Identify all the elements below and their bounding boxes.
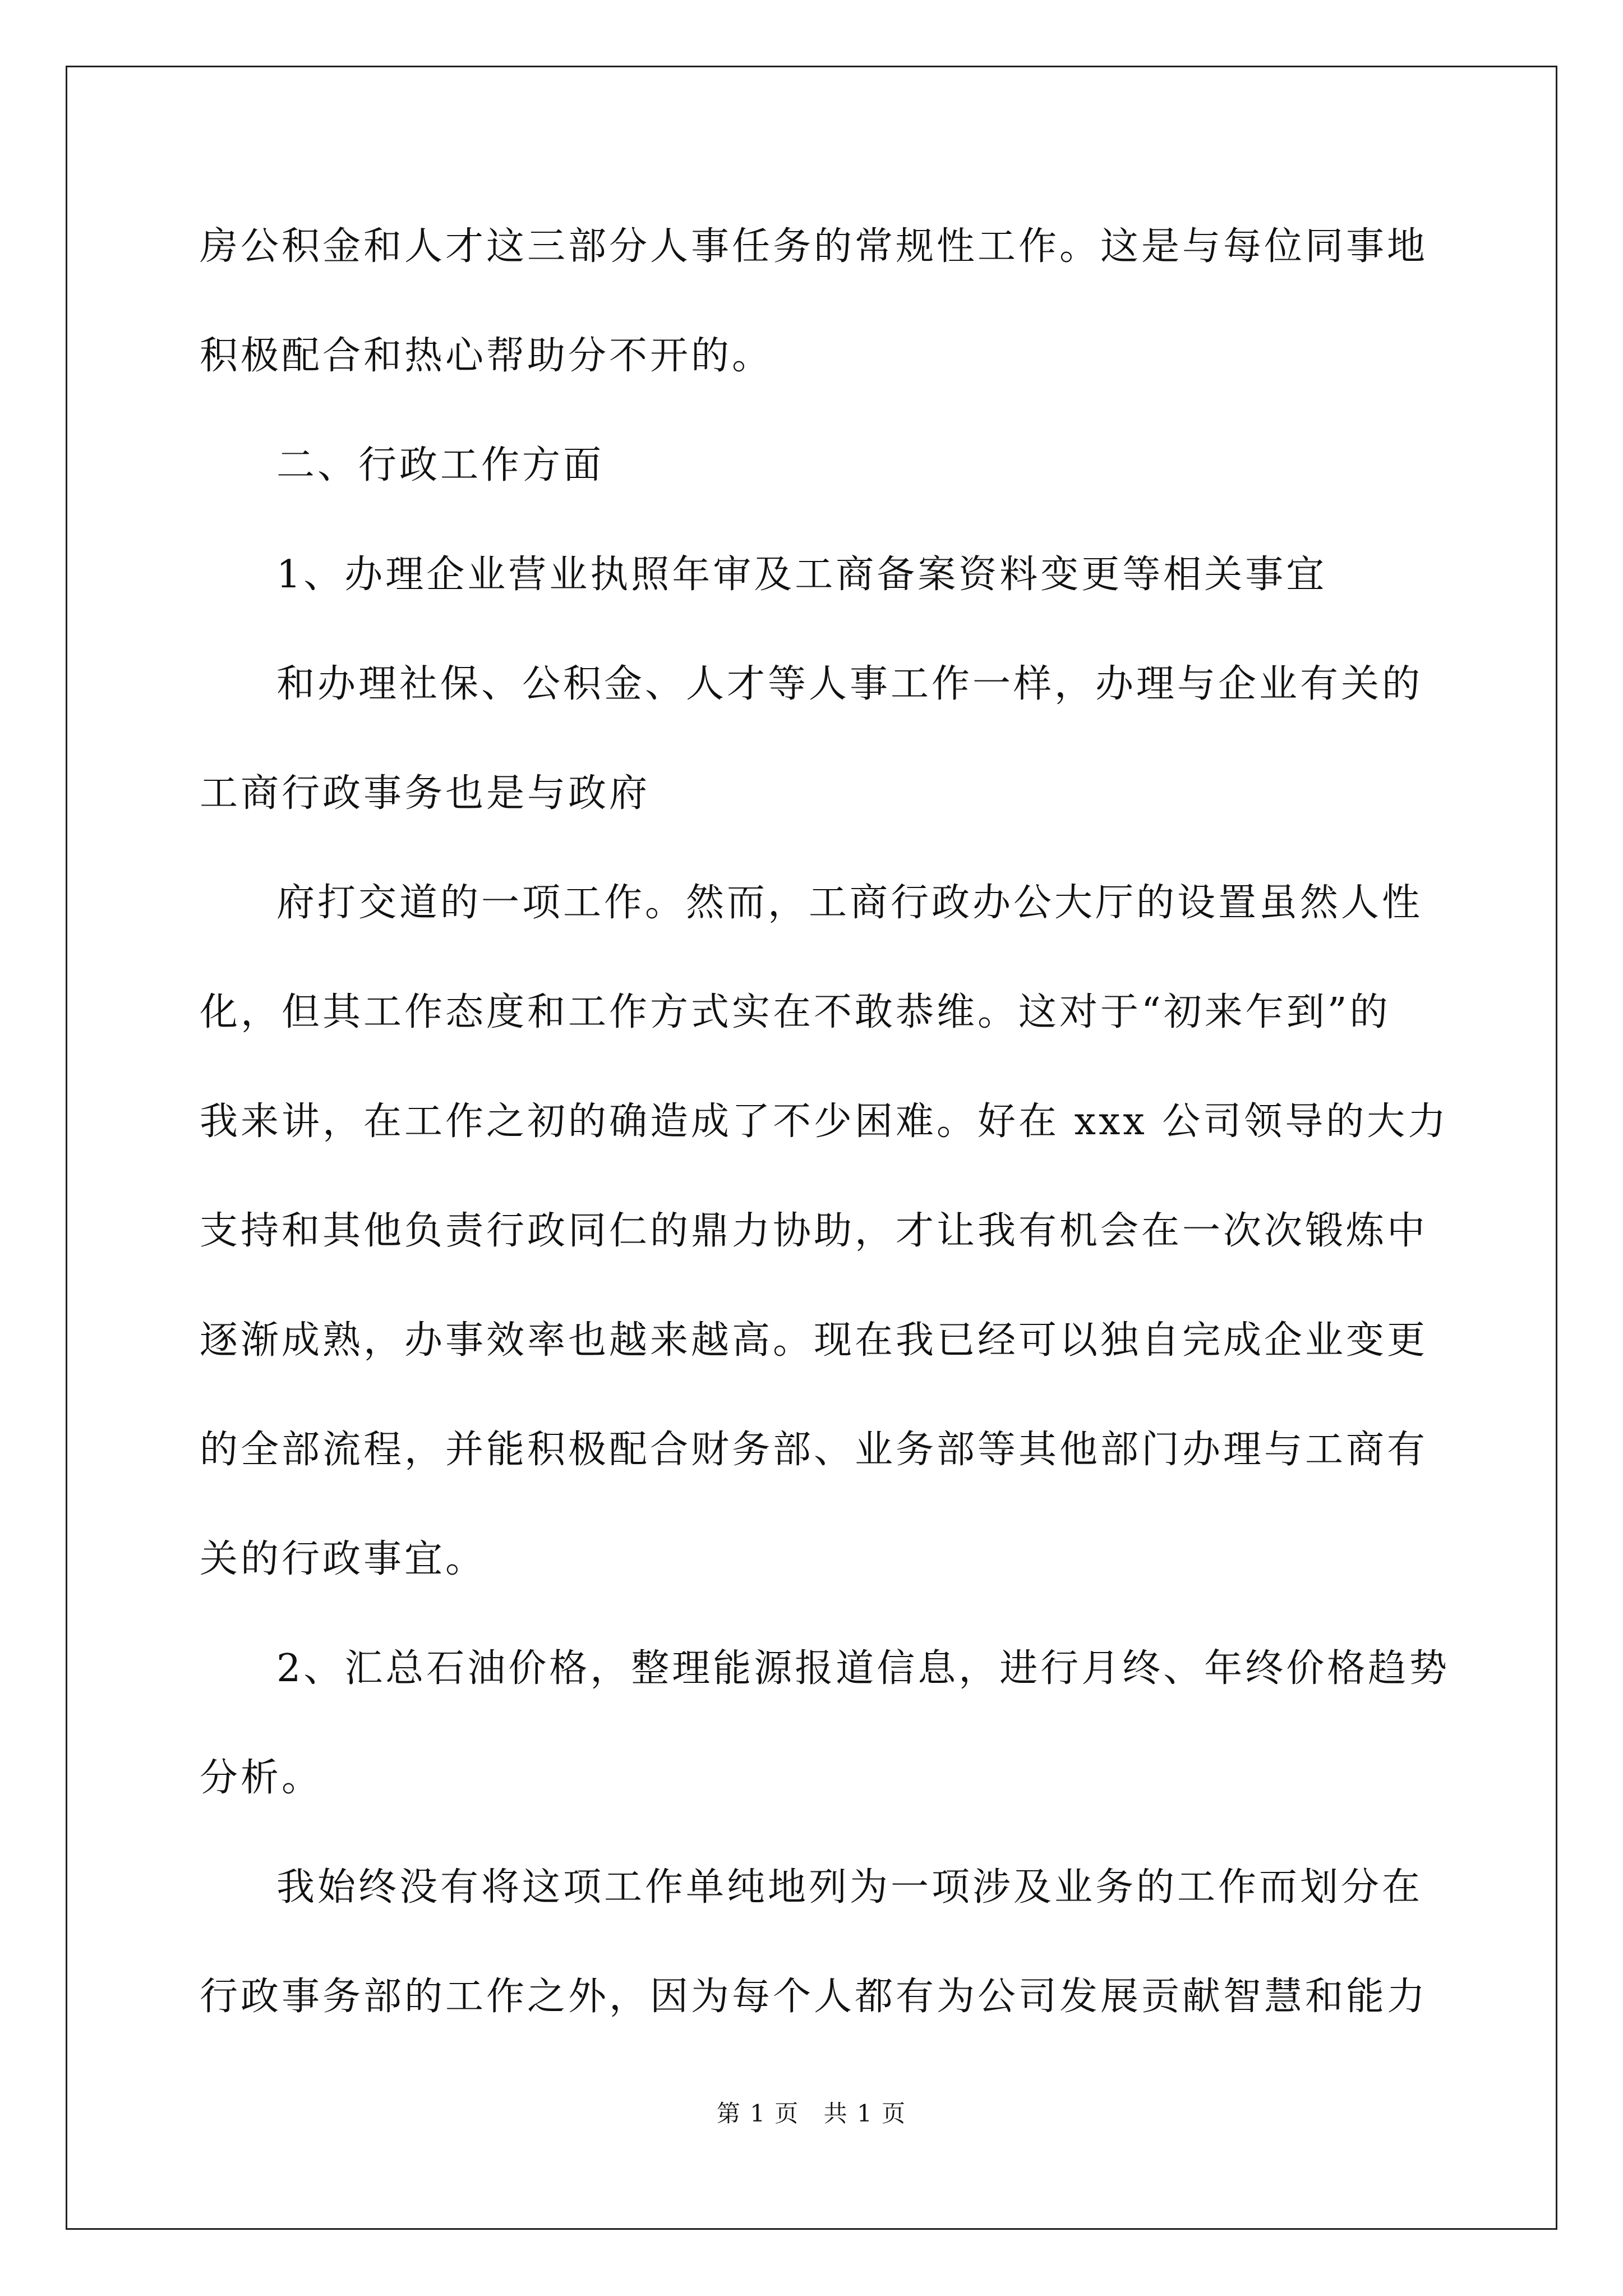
subsection-heading: 2、汇总石油价格，整理能源报道信息，进行月终、年终价格趋势 <box>276 1646 1450 1691</box>
text-line: 行政事务部的工作之外，因为每个人都有为公司发展贡献智慧和能力 <box>200 1975 1428 2019</box>
text-line: 化，但其工作态度和工作方式实在不敢恭维。这对于“初来乍到”的 <box>200 990 1391 1034</box>
page-number: 第 1 页 <box>716 2100 800 2127</box>
text-line: 逐渐成熟，办事效率也越来越高。现在我已经可以独自完成企业变更 <box>200 1318 1428 1363</box>
text-line: 支持和其他负责行政同仁的鼎力协助，才让我有机会在一次次锻炼中 <box>200 1209 1428 1253</box>
text-line: 房公积金和人才这三部分人事任务的常规性工作。这是与每位同事地 <box>200 224 1428 269</box>
text-line: 积极配合和热心帮助分不开的。 <box>200 334 773 378</box>
text-line: 的全部流程，并能积极配合财务部、业务部等其他部门办理与工商有 <box>200 1428 1428 1472</box>
subsection-heading: 1、办理企业营业执照年审及工商备案资料变更等相关事宜 <box>276 553 1327 597</box>
text-line: 府打交道的一项工作。然而，工商行政办公大厅的设置虽然人性 <box>276 881 1423 925</box>
text-line: 关的行政事宜。 <box>200 1537 487 1581</box>
page-total: 共 1 页 <box>823 2100 907 2127</box>
section-heading: 二、行政工作方面 <box>276 443 605 487</box>
text-line: 工商行政事务也是与政府 <box>200 771 651 816</box>
text-line: 和办理社保、公积金、人才等人事工作一样，办理与企业有关的 <box>276 662 1423 706</box>
page-footer <box>0 2097 1623 2131</box>
text-line: 分析。 <box>200 1756 323 1800</box>
text-line: 我来讲，在工作之初的确造成了不少困难。好在 xxx 公司领导的大力 <box>200 1099 1449 1144</box>
text-line: 我始终没有将这项工作单纯地列为一项涉及业务的工作而划分在 <box>276 1865 1423 1910</box>
